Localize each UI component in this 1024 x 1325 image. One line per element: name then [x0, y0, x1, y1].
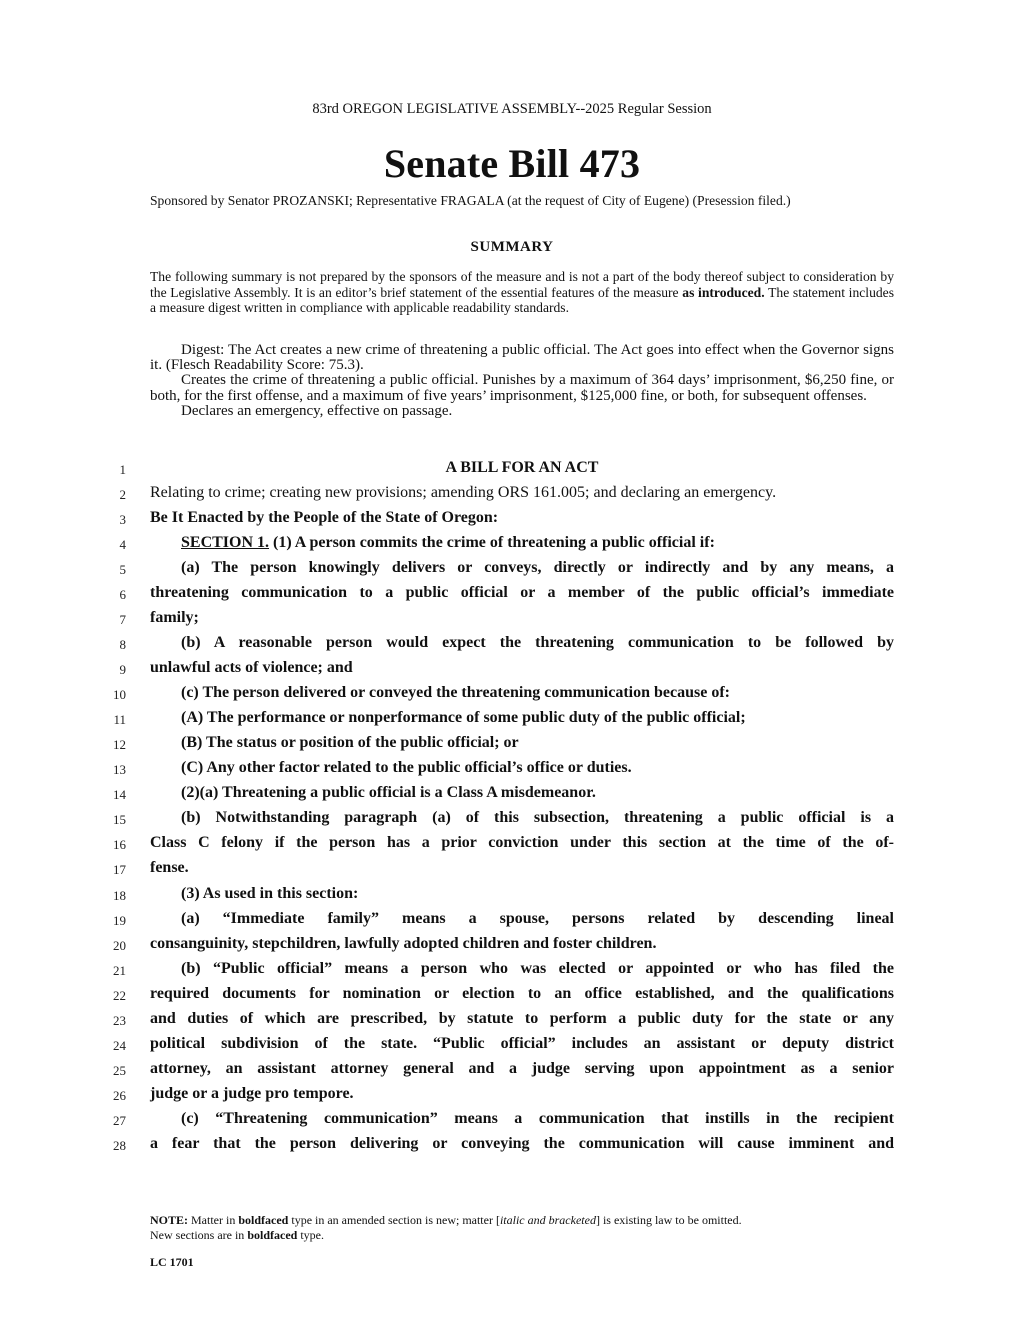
line-number: 25: [113, 1063, 126, 1078]
summary-heading: SUMMARY: [470, 239, 554, 255]
line-number: 4: [119, 537, 126, 552]
note-text: ] is existing law to be omitted.: [595, 1213, 742, 1227]
assembly-session-header: 83rd OREGON LEGISLATIVE ASSEMBLY--2025 Regular Session: [312, 101, 712, 117]
line-number: 14: [113, 787, 126, 802]
bill-line: unlawful acts of violence; and: [150, 659, 353, 676]
line-number: 18: [113, 888, 126, 903]
line-number: 16: [113, 837, 126, 852]
section-1-intro: [181, 534, 894, 552]
bill-line: consanguinity, stepchildren, lawfully adopted children and foster children.: [150, 935, 657, 952]
enacting-clause: Be It Enacted by the People of the State of Oregon:: [150, 509, 499, 526]
line-number: 1: [119, 462, 126, 477]
bill-act-heading: A BILL FOR AN ACT: [445, 459, 599, 476]
line-number: 2: [119, 487, 126, 502]
footer-note: [150, 1213, 894, 1243]
summary-text-part: The statement includes a measure digest written in compliance with applicable readability standards.: [150, 284, 894, 315]
bill-line: (b) “Public official” means a person who was elected or appointed or who has filed the: [181, 960, 894, 977]
line-number: 26: [113, 1088, 126, 1103]
digest-paragraph: Declares an emergency, effective on passage.: [181, 402, 453, 419]
line-number: 10: [113, 687, 126, 702]
bill-line: required documents for nomination or election to an office established, and the qualifications: [150, 985, 894, 1002]
note-text: New sections are in: [150, 1228, 248, 1242]
bill-line: (c) “Threatening communication” means a communication that instills in the recipient: [181, 1110, 894, 1127]
bill-line: (a) The person knowingly delivers or conveys, directly or indirectly and by any means, a: [181, 559, 894, 576]
bill-relating-clause: Relating to crime; creating new provisions; amending ORS 161.005; and declaring an emergency.: [150, 484, 777, 501]
digest-paragraph: Creates the crime of threatening a public official. Punishes by a maximum of 364 days’ imprisonment, $6,250 fine, or both, for the first offense, and a maximum of five years’ imprisonment, $125,000 fine, or both, for subsequent offenses.: [150, 372, 894, 404]
bill-line: threatening communication to a public official or a member of the public official’s immediate: [150, 584, 894, 601]
bill-line: (A) The performance or nonperformance of some public duty of the public official;: [181, 709, 746, 726]
bill-line: (c) The person delivered or conveyed the threatening communication because of:: [181, 684, 730, 701]
line-number: 24: [113, 1038, 126, 1053]
line-number: 27: [113, 1113, 126, 1128]
bill-line: (a) “Immediate family” means a spouse, persons related by descending lineal: [181, 910, 894, 927]
section-1-text: (1) A person commits the crime of threatening a public official if:: [269, 534, 715, 551]
bill-line: (B) The status or position of the public official; or: [181, 734, 519, 751]
line-number: 5: [119, 562, 126, 577]
bill-line: fense.: [150, 859, 189, 876]
bill-line: family;: [150, 609, 199, 626]
bill-title: Senate Bill 473: [383, 141, 641, 186]
line-number: 23: [113, 1013, 126, 1028]
summary-text: [150, 269, 894, 316]
note-bold: boldfaced: [247, 1228, 298, 1242]
line-number: 13: [113, 762, 126, 777]
bill-line: (C) Any other factor related to the public official’s office or duties.: [181, 759, 632, 776]
section-label: SECTION 1.: [181, 534, 270, 551]
note-text: Matter in: [188, 1213, 239, 1227]
line-number: 22: [113, 988, 126, 1003]
line-number: 6: [119, 587, 126, 602]
line-number: 9: [119, 662, 126, 677]
line-number: 11: [113, 712, 126, 727]
line-number: 7: [119, 612, 126, 627]
lc-number: LC 1701: [150, 1255, 194, 1269]
bill-line: political subdivision of the state. “Public official” includes an assistant or deputy district: [150, 1035, 894, 1052]
bill-line: (b) Notwithstanding paragraph (a) of this subsection, threatening a public official is a: [181, 809, 894, 826]
bill-line: attorney, an assistant attorney general and a judge serving upon appointment as a senior: [150, 1060, 894, 1077]
note-italic: italic and bracketed: [499, 1213, 596, 1227]
line-number: 20: [113, 938, 126, 953]
bill-line: (2)(a) Threatening a public official is a Class A misdemeanor.: [181, 784, 596, 801]
bill-line: a fear that the person delivering or conveying the communication will cause imminent and: [150, 1135, 894, 1152]
digest-block: [150, 343, 894, 419]
summary-text-part: The following summary is not prepared by the sponsors of the measure and is not a part of the body thereof subject to consideration by the Legislative Assembly. It is an editor’s brief statement of the essential features of the measure: [150, 269, 894, 300]
sponsor-line: Sponsored by Senator PROZANSKI; Representative FRAGALA (at the request of City of Eugene) (Presession filed.): [150, 193, 791, 208]
digest-paragraph: Digest: The Act creates a new crime of threatening a public official. The Act goes into effect when the Governor signs it. (Flesch Readability Score: 75.3).: [150, 342, 894, 374]
note-bold: boldfaced: [238, 1213, 289, 1227]
bill-line: Class C felony if the person has a prior conviction under this section at the time of the of-: [150, 834, 894, 851]
bill-line: and duties of which are prescribed, by statute to perform a public duty for the state or any: [150, 1010, 894, 1027]
bill-line: (3) As used in this section:: [181, 885, 359, 902]
bill-line: (b) A reasonable person would expect the threatening communication to be followed by: [181, 634, 894, 651]
note-text: type in an amended section is new; matter [: [288, 1213, 500, 1227]
line-number: 12: [113, 737, 126, 752]
line-number: 28: [113, 1138, 126, 1153]
bill-line: judge or a judge pro tempore.: [150, 1085, 354, 1102]
line-number: 21: [113, 963, 126, 978]
summary-text-bold: as introduced.: [682, 284, 765, 300]
note-label: NOTE:: [150, 1213, 189, 1227]
line-number: 15: [113, 812, 126, 827]
line-number: 8: [119, 637, 126, 652]
line-number: 3: [119, 512, 126, 527]
line-number: 17: [113, 862, 126, 877]
line-number: 19: [113, 913, 126, 928]
note-text: type.: [297, 1228, 324, 1242]
